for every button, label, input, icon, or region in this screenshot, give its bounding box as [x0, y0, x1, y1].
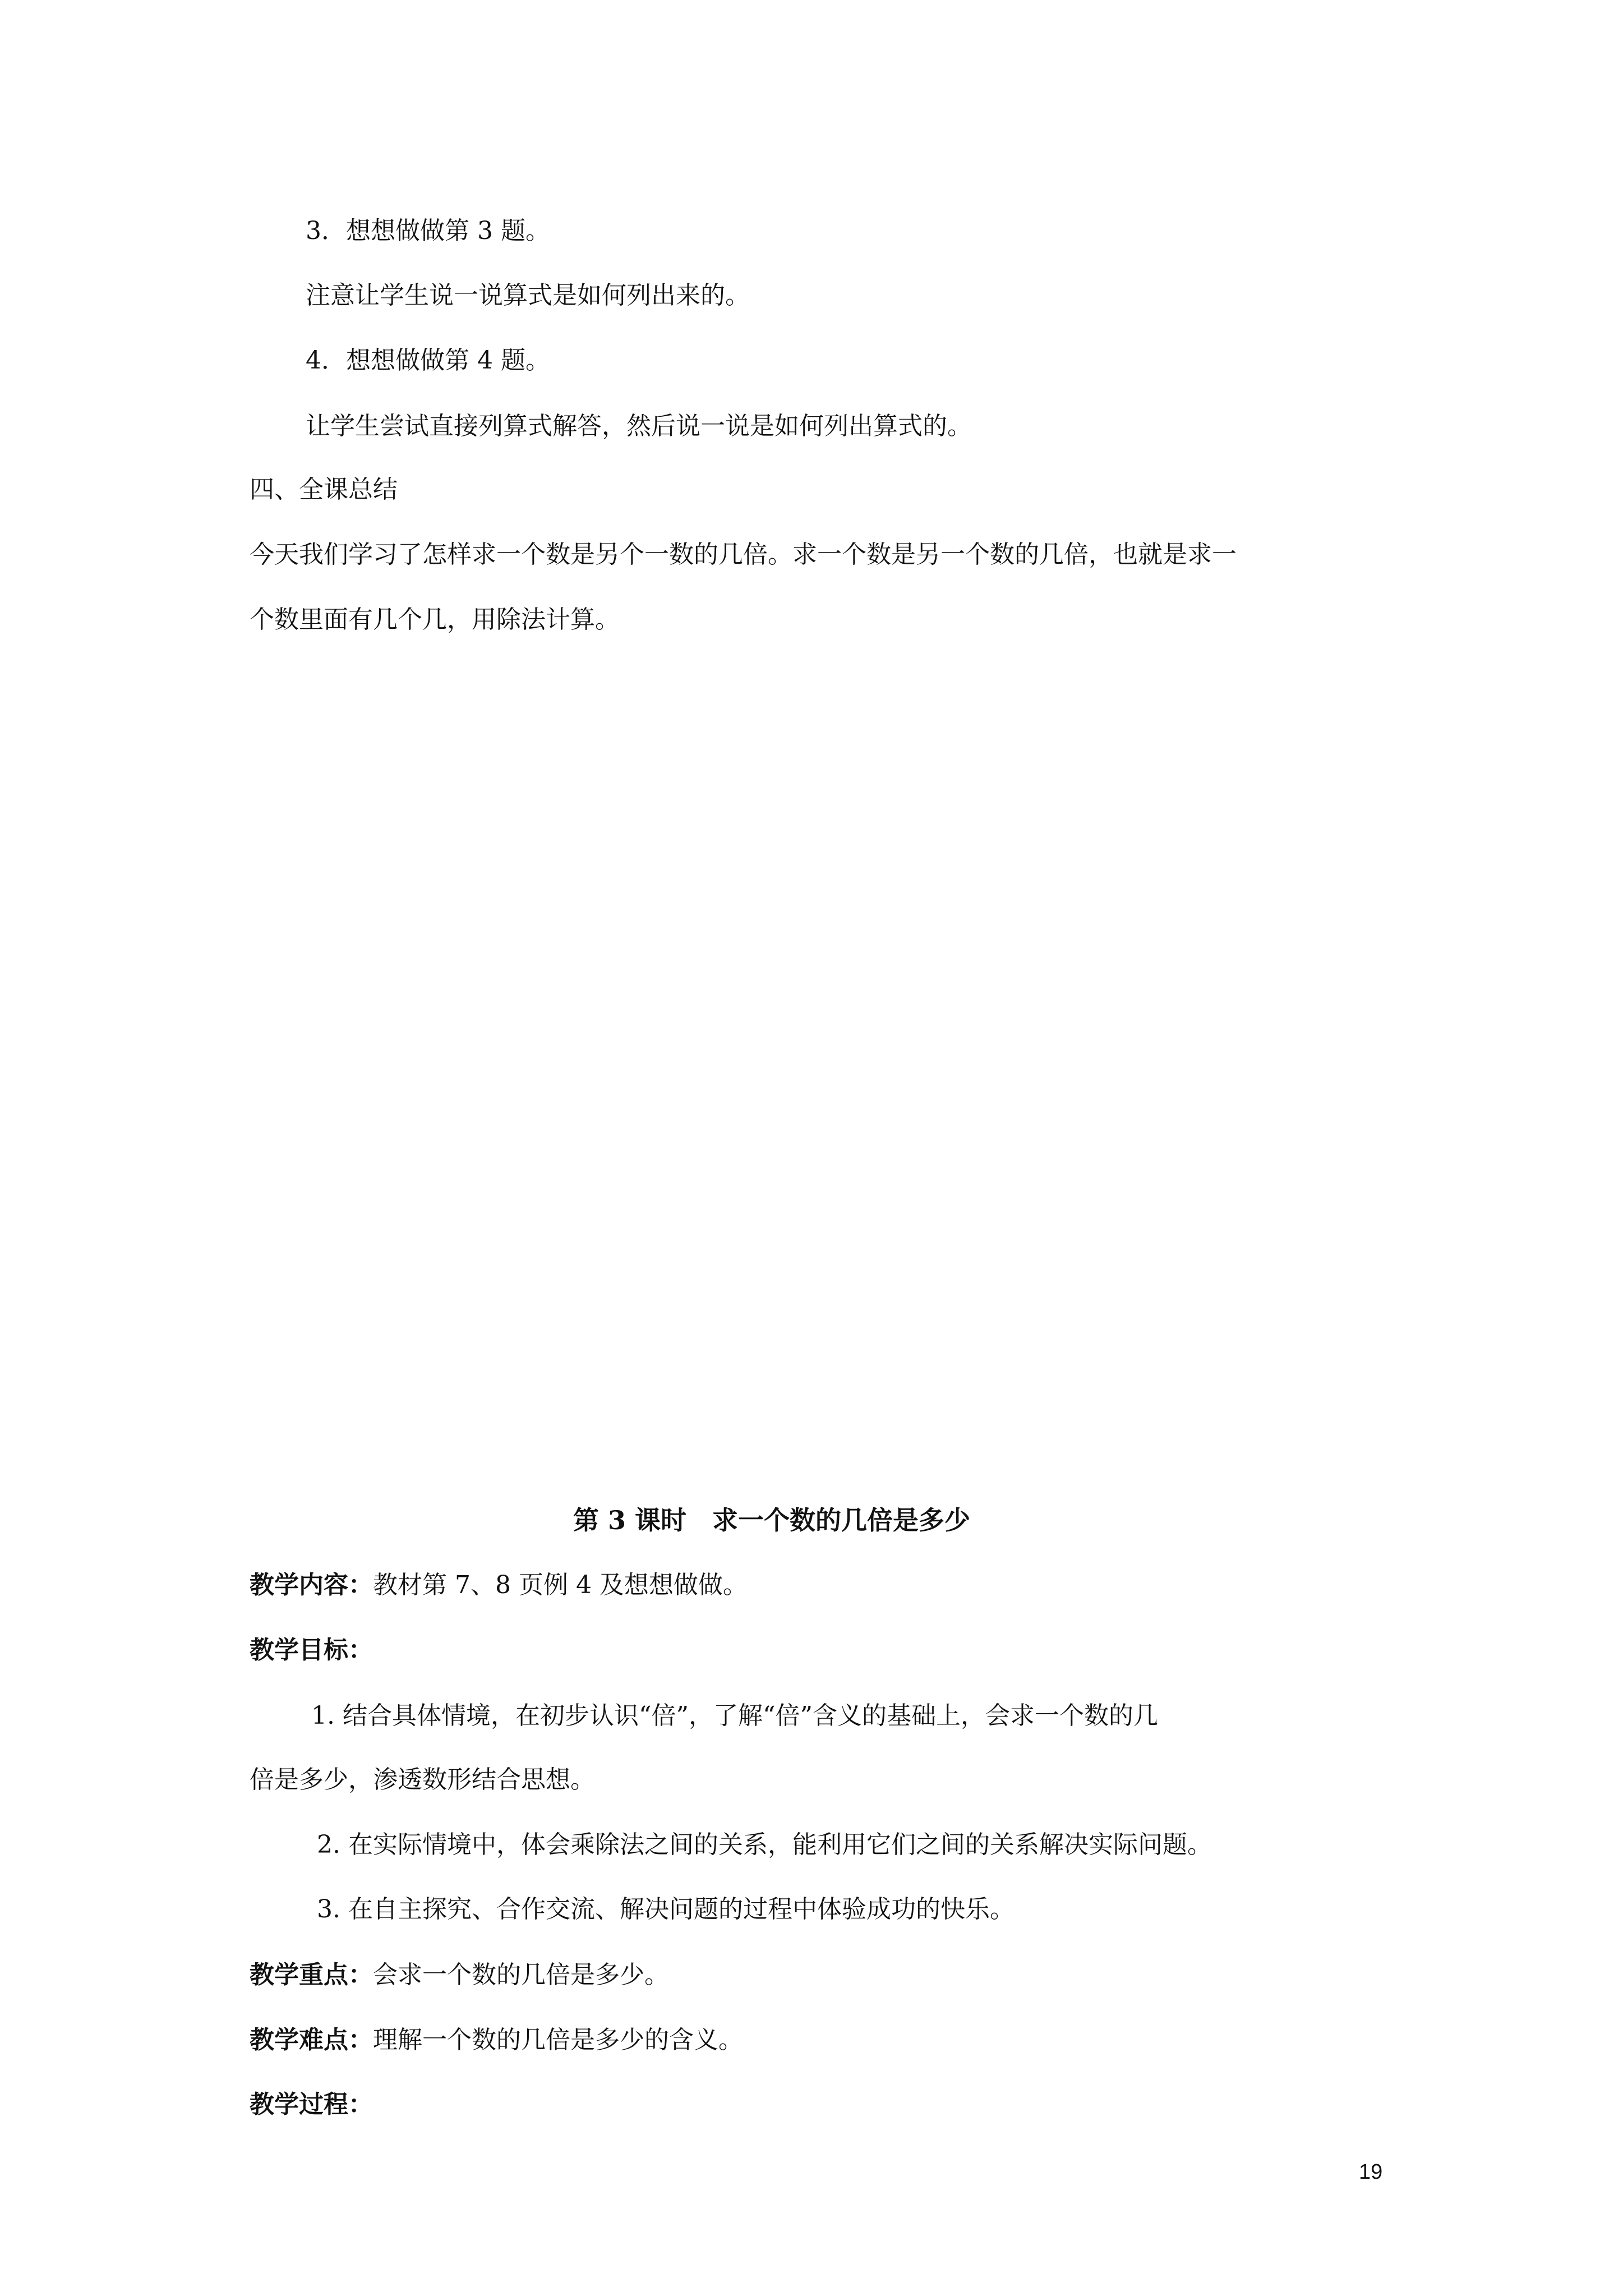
- teaching-process-label: 教学过程：: [250, 2090, 373, 2119]
- teaching-key-point: [250, 1958, 669, 1992]
- item3-title: 3．想想做做第 3 题。: [306, 217, 550, 245]
- teaching-difficulty-label: 教学难点：: [250, 2026, 373, 2054]
- teaching-objectives-label: 教学目标：: [250, 1636, 373, 1664]
- teaching-key-text: 会求一个数的几倍是多少。: [373, 1961, 669, 1989]
- summary-heading: 四、全课总结: [250, 475, 398, 504]
- lesson-title: 第 3 课时 求一个数的几倍是多少: [573, 1505, 971, 1535]
- objective1-line2: 倍是多少，渗透数形结合思想。: [250, 1765, 595, 1794]
- item3-note: 注意让学生说一说算式是如何列出来的。: [306, 281, 750, 310]
- summary-paragraph-line1: 今天我们学习了怎样求一个数是另个一数的几倍。求一个数是另一个数的几倍，也就是求一: [250, 540, 1237, 569]
- objective2: 2. 在实际情境中，体会乘除法之间的关系，能利用它们之间的关系解决实际问题。: [317, 1830, 1212, 1859]
- item4-title: 4．想想做做第 4 题。: [306, 346, 550, 375]
- teaching-key-label: 教学重点：: [250, 1961, 373, 1989]
- teaching-difficulty-text: 理解一个数的几倍是多少的含义。: [373, 2026, 743, 2054]
- objective3: 3. 在自主探究、合作交流、解决问题的过程中体验成功的快乐。: [317, 1895, 1015, 1924]
- teaching-content: [250, 1568, 748, 1602]
- teaching-difficulty: [250, 2023, 743, 2057]
- teaching-content-label: 教学内容：: [250, 1571, 373, 1599]
- objective1-line1: 1. 结合具体情境，在初步认识“倍”，了解“倍”含义的基础上，会求一个数的几: [311, 1701, 1158, 1730]
- summary-paragraph-line2: 个数里面有几个几，用除法计算。: [250, 605, 620, 634]
- teaching-content-text: 教材第 7、8 页例 4 及想想做做。: [373, 1571, 748, 1599]
- item4-note: 让学生尝试直接列算式解答，然后说一说是如何列出算式的。: [306, 412, 972, 440]
- page-number: 19: [1359, 2160, 1383, 2184]
